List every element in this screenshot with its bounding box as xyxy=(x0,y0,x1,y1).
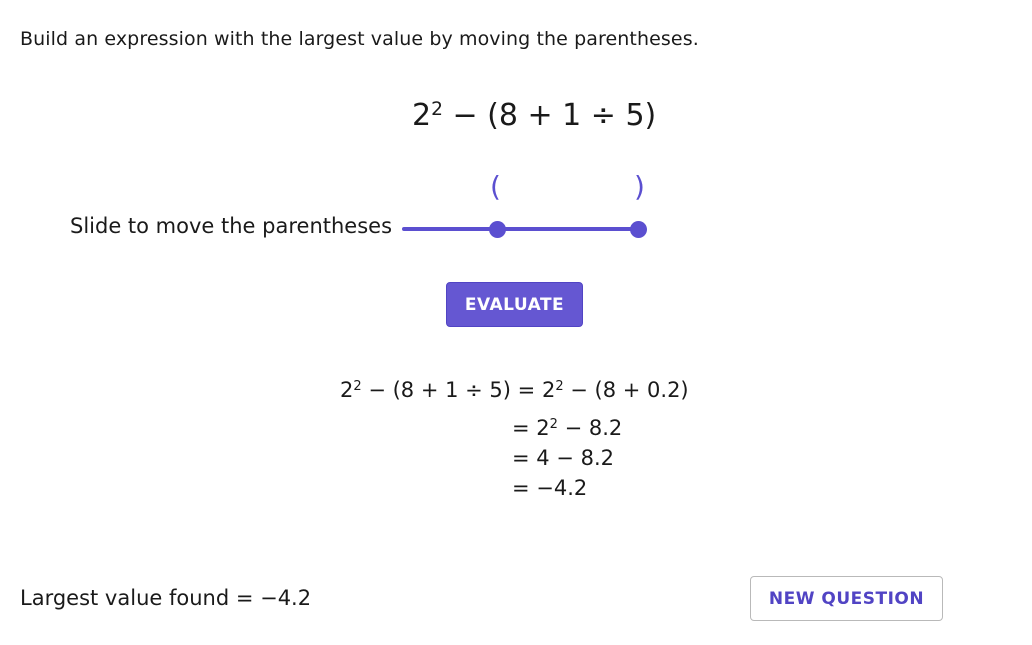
step1-lhs-rest: − (8 + 1 ÷ 5) xyxy=(361,378,511,402)
open-paren-marker: ( xyxy=(490,170,501,203)
slider-label: Slide to move the parentheses xyxy=(70,214,393,238)
evaluate-button[interactable]: EVALUATE xyxy=(446,282,583,327)
step2-exponent: 2 xyxy=(549,416,558,432)
evaluation-step-3: = 4 − 8.2 xyxy=(512,446,614,470)
new-question-button[interactable]: NEW QUESTION xyxy=(750,576,943,621)
step1-rhs-exponent: 2 xyxy=(555,378,564,394)
step1-rhs-rest: − (8 + 0.2) xyxy=(563,378,689,402)
open-paren-slider-handle[interactable] xyxy=(489,221,506,238)
expression-display xyxy=(412,98,656,133)
expression-base: 2 xyxy=(412,98,432,133)
step1-lhs-exponent: 2 xyxy=(353,378,362,394)
step1-rhs-prefix: = xyxy=(517,378,542,402)
step2-base: 2 xyxy=(536,416,550,440)
close-paren-slider-handle[interactable] xyxy=(630,221,647,238)
evaluation-step-1 xyxy=(340,378,689,402)
expression-rest: − (8 + 1 ÷ 5) xyxy=(442,98,657,133)
expression-exponent: 2 xyxy=(431,98,443,120)
evaluation-step-2 xyxy=(512,416,622,440)
step1-lhs-base: 2 xyxy=(340,378,354,402)
instruction-text: Build an expression with the largest value by moving the parentheses. xyxy=(20,28,699,50)
largest-value-text: Largest value found = −4.2 xyxy=(20,586,312,610)
step2-prefix: = xyxy=(512,416,537,440)
evaluation-step-4: = −4.2 xyxy=(512,476,588,500)
parentheses-slider-track[interactable] xyxy=(402,227,640,231)
step2-rest: − 8.2 xyxy=(557,416,623,440)
step1-rhs-base: 2 xyxy=(541,378,556,402)
close-paren-marker: ) xyxy=(634,170,645,203)
